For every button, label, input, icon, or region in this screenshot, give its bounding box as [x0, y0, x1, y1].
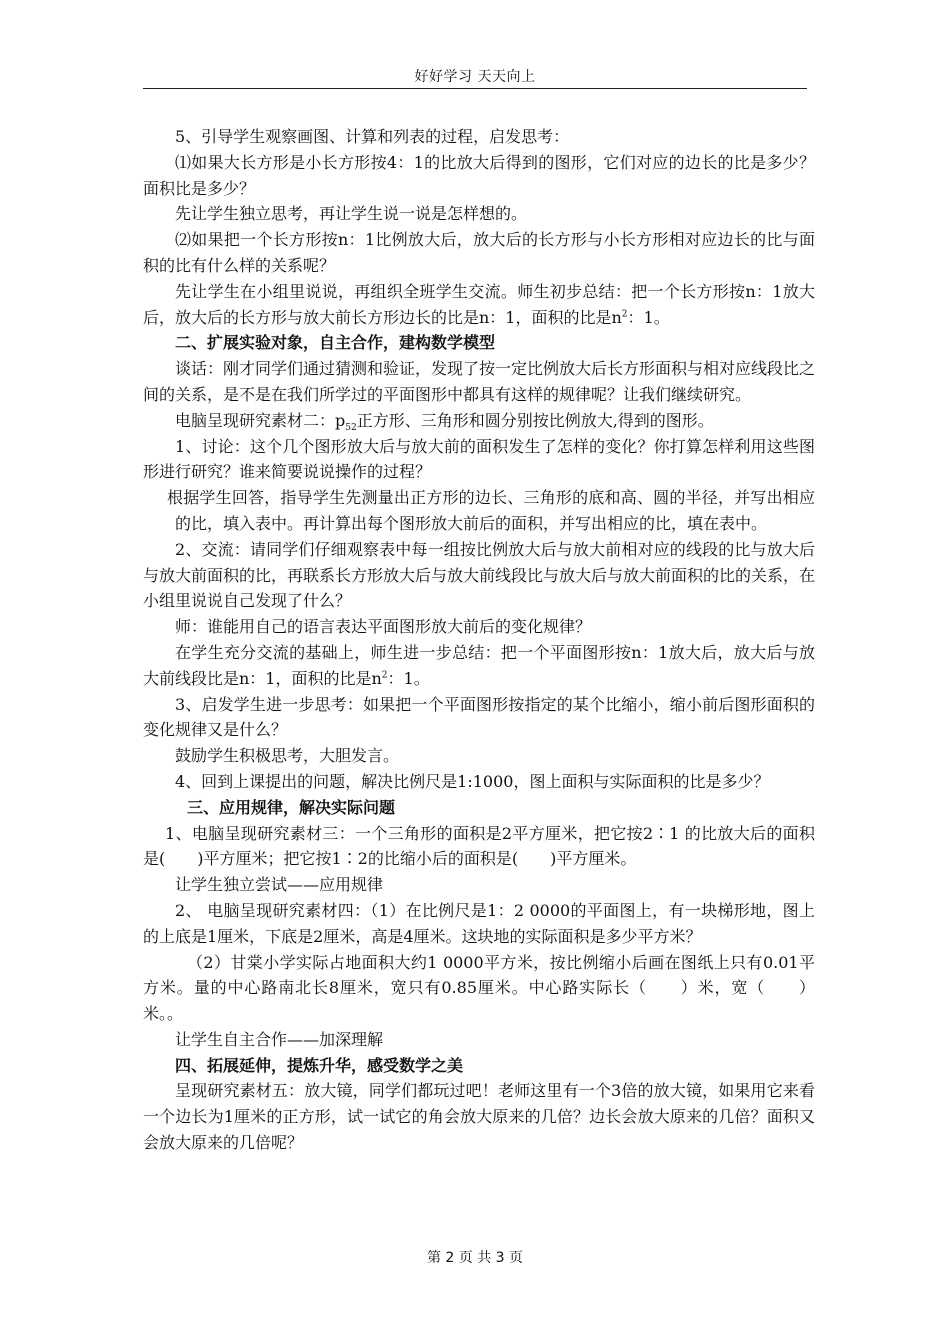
paragraph: 根据学生回答，指导学生先测量出正方形的边长、三角形的底和高、圆的半径，并写出相应的比，填入表中。再计算出每个图形放大前后的面积，并写出相应的比，填在表中。: [167, 488, 815, 533]
section-heading: 四、拓展延伸，提炼升华，感受数学之美: [175, 1055, 464, 1075]
paragraph: 电脑呈现研究素材二：$p_{52}$正方形、三角形和圆分别按比例放大,得到的图形。: [175, 410, 714, 433]
paragraph: 2、 电脑呈现研究素材四：（1）在比例尺是1：2 0000的平面图上，有一块梯形地，图上的上底是1厘米，下底是2厘米，高是4厘米。这块地的实际面积是多少平方米？: [143, 900, 815, 946]
superscript: 2: [381, 670, 388, 681]
paragraph: 师：谁能用自己的语言表达平面图形放大前后的变化规律？: [175, 617, 592, 637]
paragraph: 先让学生独立思考，再让学生说一说是怎样想的。: [175, 204, 528, 224]
section-heading: 二、扩展实验对象，自主合作，建构数学模型: [175, 333, 496, 353]
paragraph: 先让学生在小组里说说，再组织全班学生交流。师生初步总结：把一个长方形按n：1放大后，放大后的长方形与放大前长方形边长的比是n：1，面积的比是$n^2$：1。: [143, 281, 815, 327]
paragraph: 让学生独立尝试——应用规律: [175, 875, 384, 895]
page-number: 第 2 页 共 3 页: [426, 1250, 524, 1266]
header-rule: [143, 88, 807, 89]
paragraph: ⑵如果把一个长方形按n：1比例放大后，放大后的长方形与小长方形相对应边长的比与面积的比有什么样的关系呢？: [143, 230, 815, 275]
document-body: [143, 124, 815, 1156]
paragraph: 5、引导学生观察画图、计算和列表的过程，启发思考：: [175, 127, 570, 146]
paragraph: 1、讨论：这个几个图形放大后与放大前的面积发生了怎样的变化？你打算怎样利用这些图形进行研究？谁来简要说说操作的过程？: [143, 436, 815, 482]
paragraph: 呈现研究素材五：放大镜，同学们都玩过吧！老师这里有一个3倍的放大镜，如果用它来看一个边长为1厘米的正方形，试一试它的角会放大原来的几倍？边长会放大原来的几倍？面积又会放大原来的几倍呢？: [143, 1081, 815, 1153]
subscript: 52: [345, 422, 357, 433]
paragraph: 鼓励学生积极思考，大胆发言。: [175, 746, 400, 766]
paragraph: 让学生自主合作——加深理解: [175, 1029, 384, 1049]
paragraph: 3、启发学生进一步思考：如果把一个平面图形按指定的某个比缩小，缩小前后图形面积的变化规律又是什么？: [143, 694, 815, 740]
paragraph: 1、电脑呈现研究素材三：一个三角形的面积是2平方厘米，把它按2∶1 的比放大后的面积是( )平方厘米；把它按1∶2的比缩小后的面积是( )平方厘米。: [143, 823, 815, 869]
paragraph: 在学生充分交流的基础上，师生进一步总结：把一个平面图形按n：1放大后，放大后与放大前线段比是n：1，面积的比是$n^2$：1。: [143, 642, 815, 688]
section-heading: 三、应用规律，解决实际问题: [187, 797, 396, 817]
paragraph: （2）甘棠小学实际占地面积大约1 0000平方米，按比例缩小后画在图纸上只有0.01平方米。量的中心路南北长8厘米，宽只有0.85厘米。中心路实际长（ ）米，宽（ ）米。。: [143, 952, 815, 1024]
paragraph: ⑴如果大长方形是小长方形按4：1的比放大后得到的图形，它们对应的边长的比是多少？面积比是多少？: [143, 152, 815, 198]
page-header: 好好学习 天天向上: [414, 69, 536, 85]
paragraph: 4、回到上课提出的问题，解决比例尺是1:1000，图上面积与实际面积的比是多少？: [175, 771, 770, 791]
paragraph: 谈话：刚才同学们通过猜测和验证，发现了按一定比例放大后长方形面积与相对应线段比之间的关系，是不是在我们所学过的平面图形中都具有这样的规律呢？让我们继续研究。: [143, 359, 816, 404]
superscript: 2: [621, 309, 628, 320]
paragraph: 2、交流：请同学们仔细观察表中每一组按比例放大后与放大前相对应的线段的比与放大后与放大前面积的比，再联系长方形放大后与放大前线段比与放大后与放大前面积的比的关系，在小组里说说自己发现了什么？: [143, 539, 816, 611]
